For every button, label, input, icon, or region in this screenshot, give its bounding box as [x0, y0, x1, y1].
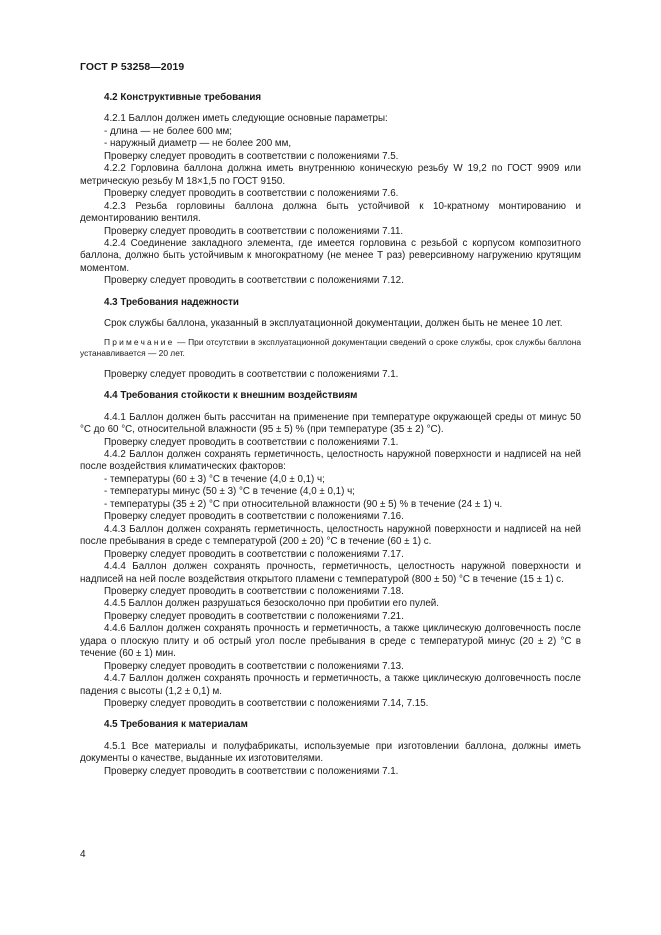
verification-note: Проверку следует проводить в соответствии с положениями 7.18.	[104, 585, 404, 597]
verification-note: Проверку следует проводить в соответствии с положениями 7.17.	[104, 548, 404, 560]
paragraph: 4.2.2 Горловина баллона должна иметь внутреннюю коническую резьбу W 19,2 по ГОСТ 9909 или метрическую резьбу М 18×1,5 по ГОСТ 9150.	[80, 163, 581, 187]
note-text: — При отсутствии в эксплуатационной документации сведений о сроке службы, срок службы баллона устанавливается — 20 лет.	[80, 336, 581, 359]
verification-note: Проверку следует проводить в соответствии с положениями 7.14, 7.15.	[104, 698, 429, 710]
verification-note: Проверку следует проводить в соответствии с положениями 7.1.	[104, 368, 399, 380]
paragraph: 4.4.6 Баллон должен сохранять прочность и герметичность, а также циклическую долговечность после удара о плоскую плиту и об острый угол после пребывания в среде с температурой минус (20 ± 2) °C в течение (60 ± 1) мин.	[80, 623, 581, 660]
verification-note: Проверку следует проводить в соответствии с положениями 7.6.	[104, 188, 399, 200]
list-item: - длина — не более 600 мм;	[104, 125, 233, 137]
list-item: - температуры минус (50 ± 3) °C в течение (4,0 ± 0,1) ч;	[104, 486, 355, 498]
verification-note: Проверку следует проводить в соответствии с положениями 7.11.	[104, 225, 404, 237]
note	[80, 337, 581, 360]
section-heading-4-5: 4.5 Требования к материалам	[104, 719, 248, 731]
list-item: - температуры (35 ± 2) °C при относительной влажности (90 ± 5) % в течение (24 ± 1) ч.	[104, 498, 503, 510]
note-label: Примечание	[104, 336, 175, 347]
verification-note: Проверку следует проводить в соответствии с положениями 7.1.	[104, 765, 399, 777]
paragraph: 4.5.1 Все материалы и полуфабрикаты, используемые при изготовлении баллона, должны иметь документы о качестве, выданные их изготовителями.	[80, 740, 581, 765]
verification-note: Проверку следует проводить в соответствии с положениями 7.13.	[104, 660, 404, 672]
paragraph: Срок службы баллона, указанный в эксплуатационной документации, должен быть не менее 10 лет.	[104, 318, 563, 330]
paragraph: 4.4.4 Баллон должен сохранять прочность, герметичность, целостность наружной поверхности и надписей на ней после воздействия открытого пламени с температурой (800 ± 50) °C в течение (15 ± 1) с.	[80, 561, 581, 585]
verification-note: Проверку следует проводить в соответствии с положениями 7.12.	[104, 275, 404, 287]
page-number: 4	[80, 849, 86, 860]
verification-note: Проверку следует проводить в соответствии с положениями 7.5.	[104, 150, 399, 162]
section-heading-4-3: 4.3 Требования надежности	[104, 296, 239, 308]
paragraph: 4.2.4 Соединение закладного элемента, где имеется горловина с резьбой с корпусом композитного баллона, должно быть устойчивым к многократному (не менее Т раз) реверсивному нагружению крутящим моментом.	[80, 237, 581, 274]
paragraph: 4.4.3 Баллон должен сохранять герметичность, целостность наружной поверхности и надписей на ней после пребывания в среде с температурой (200 ± 20) °C в течение (60 ± 1) с.	[80, 523, 581, 548]
section-heading-4-4: 4.4 Требования стойкости к внешним воздействиям	[104, 390, 358, 402]
standard-header: ГОСТ Р 53258—2019	[80, 62, 185, 73]
paragraph: 4.4.1 Баллон должен быть рассчитан на применение при температуре окружающей среды от минус 50 °C до 60 °C, относительной влажности (95 ± 5) % (при температуре (35 ± 2) °C).	[80, 411, 581, 436]
verification-note: Проверку следует проводить в соответствии с положениями 7.21.	[104, 610, 404, 622]
verification-note: Проверку следует проводить в соответствии с положениями 7.16.	[104, 511, 404, 523]
list-item: - температуры (60 ± 3) °C в течение (4,0 ± 0,1) ч;	[104, 473, 325, 485]
paragraph: 4.4.2 Баллон должен сохранять герметичность, целостность наружной поверхности и надписей на ней после воздействия климатических факторов:	[80, 448, 581, 473]
paragraph: 4.2.1 Баллон должен иметь следующие основные параметры:	[104, 113, 388, 125]
paragraph: 4.2.3 Резьба горловины баллона должна быть устойчивой к 10-кратному монтированию и демонтированию вентиля.	[80, 200, 581, 225]
paragraph: 4.4.7 Баллон должен сохранять прочность и герметичность, а также циклическую долговечность после падения с высоты (1,2 ± 0,1) м.	[80, 673, 581, 697]
list-item: - наружный диаметр — не более 200 мм,	[104, 138, 292, 150]
verification-note: Проверку следует проводить в соответствии с положениями 7.1.	[104, 436, 399, 448]
section-heading-4-2: 4.2 Конструктивные требования	[104, 92, 262, 103]
paragraph: 4.4.5 Баллон должен разрушаться безосколочно при пробитии его пулей.	[104, 598, 439, 610]
document-body	[80, 92, 581, 778]
